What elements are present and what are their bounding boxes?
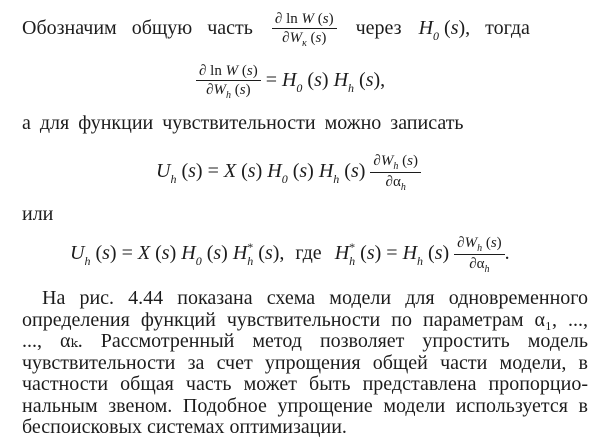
body-paragraph bbox=[22, 288, 588, 439]
intro-middle: через bbox=[355, 17, 402, 39]
connector-line-1: а для функции чувствительности можно записать bbox=[22, 112, 464, 134]
fraction-dWh-dalpha-2: $\frac{\partial W_h (s)}{\partial\alpha_h}$ bbox=[454, 234, 505, 275]
intro-suffix: , тогда bbox=[465, 17, 530, 39]
fraction-dWh-dalpha: $\frac{\partial W_h (s)}{\partial\alpha_h}$ bbox=[370, 152, 421, 193]
paragraph-line: ..., αₖ. Рассмотренный метод позволяет упростить модель bbox=[22, 330, 588, 352]
where-word: где bbox=[295, 242, 322, 264]
paragraph-line: частности общая часть может быть представлена пропорцио- bbox=[22, 373, 588, 395]
paragraph-line: определения функций чувствительности по параметрам α₁, ..., bbox=[22, 308, 588, 331]
paragraph-line: беспоисковых системах оптимизации. bbox=[22, 416, 347, 438]
equation-2: $U_h$ (s) = X (s) $H_0$ (s) $H_h$ (s) $\frac{\partial W_h (s)}{\partial\alpha_h}$ bbox=[156, 146, 421, 196]
connector-line-2: или bbox=[22, 203, 54, 225]
paragraph-line: На рис. 4.44 показана схема модели для одновременного bbox=[42, 287, 588, 309]
equation-1: $\frac{\text{∂ ln W (s)}}{\partial W_h (s)}$ = $H_0$ (s) $H_h$ (s), bbox=[196, 56, 385, 104]
intro-prefix: Обозначим общую часть bbox=[22, 17, 253, 39]
equation-3: $U_h$ (s) = X (s) $H_0$ (s) $H^*_h$ (s), где $H^*_h$ $(s) = H_h$ (s) $\frac{\partial W_h (s)}{\partial\alpha_h}$ . bbox=[70, 234, 510, 275]
paragraph-line: нальным звеном. Подобное упрощение модели используется в bbox=[22, 394, 588, 417]
intro-line: Обозначим общую часть $\frac{\text{∂ ln W (s)}}{\partial W_к (s)}$ через $H_0$ (s), тогда bbox=[22, 10, 530, 49]
fraction-dlnW-dWh: $\frac{\text{∂ ln W (s)}}{\partial W_h (s)}$ bbox=[196, 62, 261, 101]
paragraph-line: чувствительности за счет упрощения общей части модели, в bbox=[22, 351, 588, 374]
fraction-dlnW-dWk: $\frac{\text{∂ ln W (s)}}{\partial W_к (s)}$ bbox=[272, 10, 337, 49]
